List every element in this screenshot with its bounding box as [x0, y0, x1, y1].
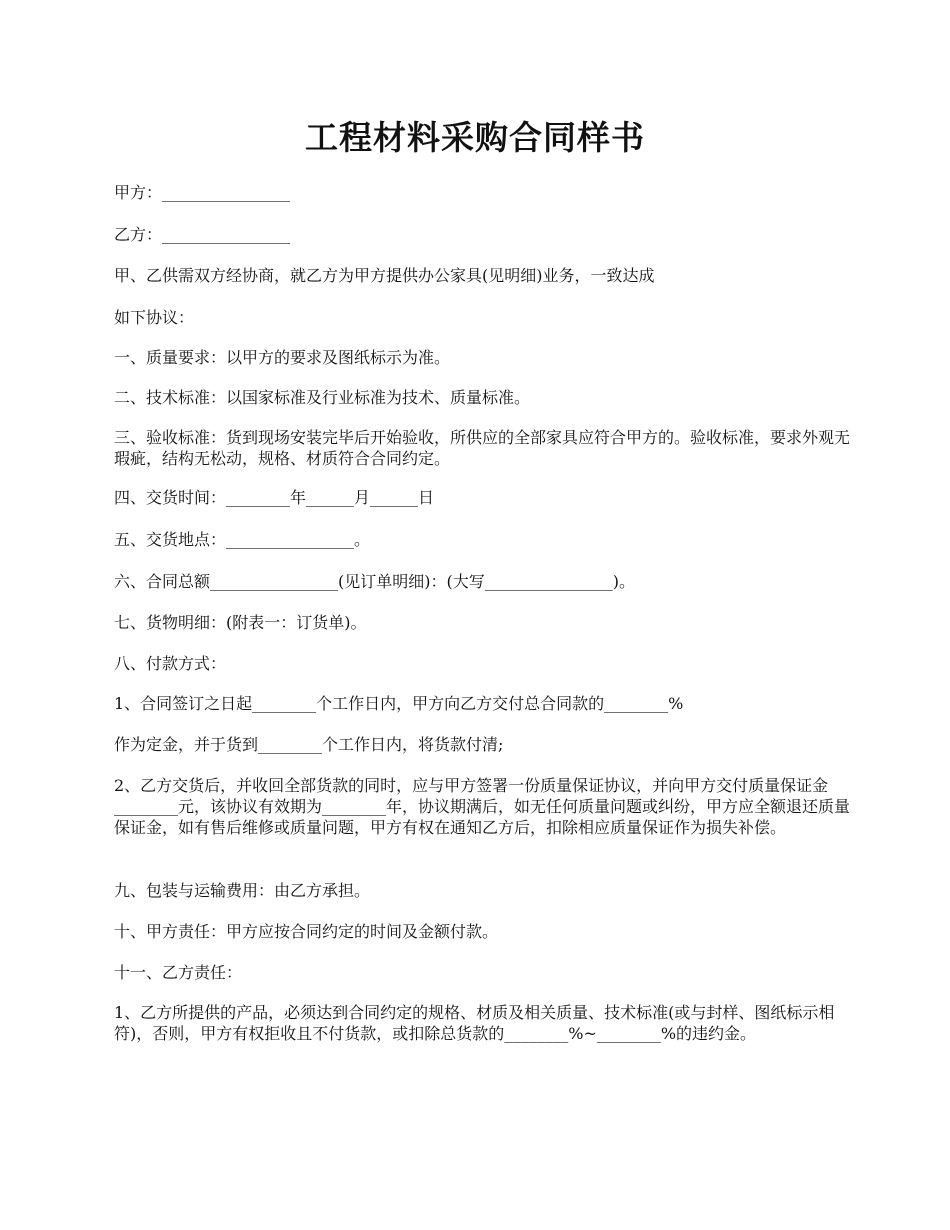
intro-line: 甲、乙供需双方经协商，就乙方为甲方提供办公家具(见明细)业务，一致达成	[114, 266, 655, 285]
clause-quality: 一、质量要求：以甲方的要求及图纸标示为准。	[114, 348, 451, 367]
clause-delivery-time: 四、交货时间：________年______月______日	[114, 488, 435, 507]
payment-item-1: 1、合同签订之日起________个工作日内，甲方向乙方交付总合同款的________%	[114, 694, 684, 713]
party-a-line: 甲方：________________	[114, 183, 291, 202]
party-b-line: 乙方：________________	[114, 225, 291, 244]
clause-packaging-transport: 九、包装与运输费用：由乙方承担。	[114, 881, 371, 900]
clause-party-b-responsibility: 十一、乙方责任：	[114, 963, 243, 982]
clause-acceptance-standard: 三、验收标准：货到现场安装完毕后开始验收，所供应的全部家具应符合甲方的。验收标准，要求外观无瑕疵，结构无松动，规格、材质符合合同约定。	[114, 428, 851, 468]
payment-item-2: 2、乙方交货后，并收回全部货款的同时，应与甲方签署一份质量保证协议，并向甲方交付质量保证金________元，该协议有效期为________年，协议期满后，如无任何质量问题或纠纷，甲方应全额退还质量保证金，如有售后维修或质量问题，甲方有权在通知乙方后，扣除相应质量保证作为损失补偿。	[114, 776, 851, 837]
clause-party-a-responsibility: 十、甲方责任：甲方应按合同约定的时间及金额付款。	[114, 922, 499, 941]
payment-item-1-continued: 作为定金，并于货到________个工作日内，将货款付清;	[114, 735, 504, 754]
clause-technical-standard: 二、技术标准：以国家标准及行业标准为技术、质量标准。	[114, 388, 531, 407]
clause-delivery-place: 五、交货地点：________________。	[114, 530, 371, 549]
clause-total-amount: 六、合同总额________________(见订单明细)：(大写________________)。	[114, 572, 635, 591]
clause-goods-detail: 七、货物明细：(附表一：订货单)。	[114, 613, 367, 632]
intro-line-continued: 如下协议：	[114, 308, 195, 327]
clause-payment-method: 八、付款方式：	[114, 654, 227, 673]
document-title: 工程材料采购合同样书	[305, 118, 645, 157]
party-b-item-1: 1、乙方所提供的产品，必须达到合同约定的规格、材质及相关质量、技术标准(或与封样、图纸标示相符)，否则，甲方有权拒收且不付货款，或扣除总货款的________%~________%的违约金。	[114, 1003, 835, 1043]
